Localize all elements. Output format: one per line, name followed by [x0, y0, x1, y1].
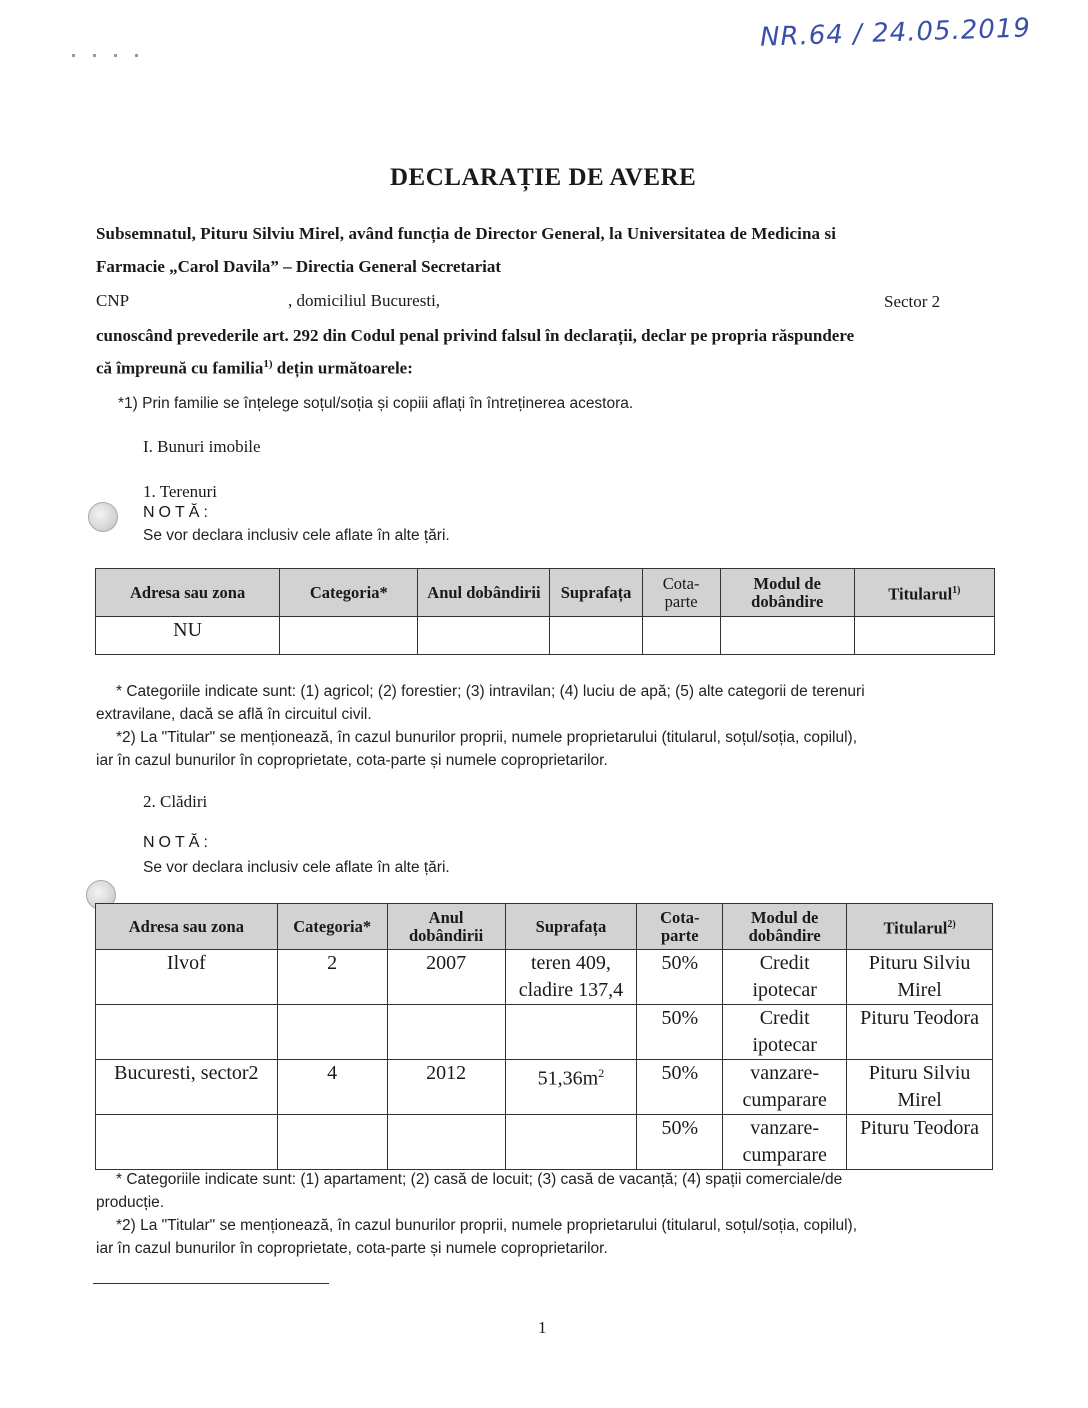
family-note: *1) Prin familie se înțelege soțul/soția și copiii aflați în întreținerea acestora. — [118, 395, 634, 412]
cell — [505, 1005, 637, 1060]
cell — [854, 617, 994, 655]
terenuri-table — [95, 568, 995, 655]
nota-text-2: Se vor declara inclusiv cele aflate în alte țări. — [143, 859, 450, 876]
table-row — [96, 950, 993, 1005]
nota-label-1: NOTĂ: — [143, 504, 212, 521]
cell — [720, 617, 854, 655]
nota-label-2: NOTĂ: — [143, 834, 212, 851]
table-row — [96, 1115, 993, 1170]
cell: 50% — [637, 1005, 723, 1060]
cell — [505, 1060, 637, 1115]
col-modul: Modul de dobândire — [720, 569, 854, 617]
cell — [96, 1115, 278, 1170]
table-header-row — [96, 569, 995, 617]
intro-line-5 — [96, 358, 413, 379]
scan-dots — [72, 44, 156, 62]
cell: 50% — [637, 1115, 723, 1170]
col-adresa: Adresa sau zona — [96, 569, 280, 617]
col-adresa: Adresa sau zona — [96, 904, 278, 950]
cell: NU — [96, 617, 280, 655]
intro-line-4: cunoscând prevederile art. 292 din Codul penal privind falsul în declarații, declar pe propria răspundere — [96, 326, 855, 345]
footnote-line: iar în cazul bunurilor în coproprietate, cota-parte și numele coproprietarilor. — [96, 1240, 608, 1257]
subsection-terenuri: 1. Terenuri — [143, 482, 218, 501]
col-titularul-label: Titularul — [883, 918, 948, 938]
titular-sup: 1) — [952, 584, 961, 596]
domiciliu: , domiciliul Bucuresti, — [288, 291, 441, 310]
footnote-line: * Categoriile indicate sunt: (1) apartament; (2) casă de locuit; (3) casă de vacanță; (4) spații comerciale/de — [116, 1171, 843, 1188]
intro-line-5-post: dețin următoarele: — [272, 358, 413, 378]
col-suprafata: Suprafața — [550, 569, 642, 617]
page-title: DECLARAȚIE DE AVERE — [390, 164, 697, 191]
col-anul: Anul dobândirii — [418, 569, 550, 617]
footnote-line: * Categoriile indicate sunt: (1) agricol; (2) forestier; (3) intravilan; (4) luciu de apă; (5) alte categorii de terenuri — [116, 683, 865, 700]
col-titularul — [854, 569, 994, 617]
cell: Pituru Silviu Mirel — [847, 950, 993, 1005]
cell — [550, 617, 642, 655]
footnote-categorii-2 — [96, 1168, 1006, 1260]
cell — [387, 1005, 505, 1060]
nota-text-1: Se vor declara inclusiv cele aflate în alte țări. — [143, 527, 450, 544]
intro-line-1: Subsemnatul, Pituru Silviu Mirel, având funcția de Director General, la Universitatea de Medicina si — [96, 224, 837, 243]
col-cota: Cota-parte — [637, 904, 723, 950]
subsection-cladiri: 2. Clădiri — [143, 792, 208, 811]
area-sup: 2 — [598, 1066, 605, 1080]
table-header-row — [96, 904, 993, 950]
cell: vanzare-cumparare — [723, 1060, 847, 1115]
col-suprafata: Suprafața — [505, 904, 637, 950]
cnp-label: CNP — [96, 291, 130, 310]
cell — [277, 1005, 387, 1060]
table-row — [96, 1005, 993, 1060]
footnote-line: producție. — [96, 1194, 165, 1211]
handwritten-registration: NR.64 / 24.05.2019 — [759, 13, 1032, 53]
cell: Pituru Teodora — [847, 1115, 993, 1170]
titular-sup: 2) — [947, 918, 956, 930]
cell — [96, 1005, 278, 1060]
cell — [280, 617, 418, 655]
cell — [642, 617, 720, 655]
footnote-separator — [93, 1283, 329, 1284]
intro-line-5-pre: că împreună cu familia — [96, 358, 264, 378]
cell — [505, 1115, 637, 1170]
area-value: 51,36m — [537, 1067, 599, 1090]
col-categoria: Categoria* — [280, 569, 418, 617]
cell: 50% — [637, 1060, 723, 1115]
cell — [277, 1115, 387, 1170]
col-cota: Cota-parte — [642, 569, 720, 617]
cladiri-table — [95, 903, 993, 1170]
cell: 2 — [277, 950, 387, 1005]
cell — [387, 1115, 505, 1170]
cell: Credit ipotecar — [723, 950, 847, 1005]
punch-hole — [88, 502, 118, 532]
footnote-line: extravilane, dacă se află în circuitul civil. — [96, 706, 372, 723]
col-anul: Anul dobândirii — [387, 904, 505, 950]
cell: Pituru Silviu Mirel — [847, 1060, 993, 1115]
section-heading-imobile: I. Bunuri imobile — [143, 437, 261, 456]
table-row — [96, 617, 995, 655]
cell: Ilvof — [96, 950, 278, 1005]
col-categoria: Categoria* — [277, 904, 387, 950]
cell: 4 — [277, 1060, 387, 1115]
cell: 50% — [637, 950, 723, 1005]
col-titularul — [847, 904, 993, 950]
footnote-categorii-1 — [96, 680, 1006, 772]
cell: vanzare-cumparare — [723, 1115, 847, 1170]
cell: teren 409, cladire 137,4 — [505, 950, 637, 1005]
footnote-line: iar în cazul bunurilor în coproprietate, cota-parte și numele coproprietarilor. — [96, 752, 608, 769]
col-titularul-label: Titularul — [888, 584, 953, 604]
cell: Credit ipotecar — [723, 1005, 847, 1060]
footnote-line: *2) La "Titular" se menționează, în cazul bunurilor proprii, numele proprietarului (titularul, soțul/soția, copilul), — [116, 1217, 858, 1234]
cell: 2012 — [387, 1060, 505, 1115]
cell — [418, 617, 550, 655]
cell: 2007 — [387, 950, 505, 1005]
sector: Sector 2 — [884, 292, 941, 311]
col-modul: Modul de dobândire — [723, 904, 847, 950]
cell: Bucuresti, sector2 — [96, 1060, 278, 1115]
family-footnote-ref: 1) — [263, 358, 273, 370]
footnote-line: *2) La "Titular" se menționează, în cazul bunurilor proprii, numele proprietarului (titularul, soțul/soția, copilul), — [116, 729, 858, 746]
cell: Pituru Teodora — [847, 1005, 993, 1060]
table-row — [96, 1060, 993, 1115]
page-number: 1 — [538, 1318, 547, 1337]
intro-line-2: Farmacie „Carol Davila” – Directia General Secretariat — [96, 257, 502, 276]
